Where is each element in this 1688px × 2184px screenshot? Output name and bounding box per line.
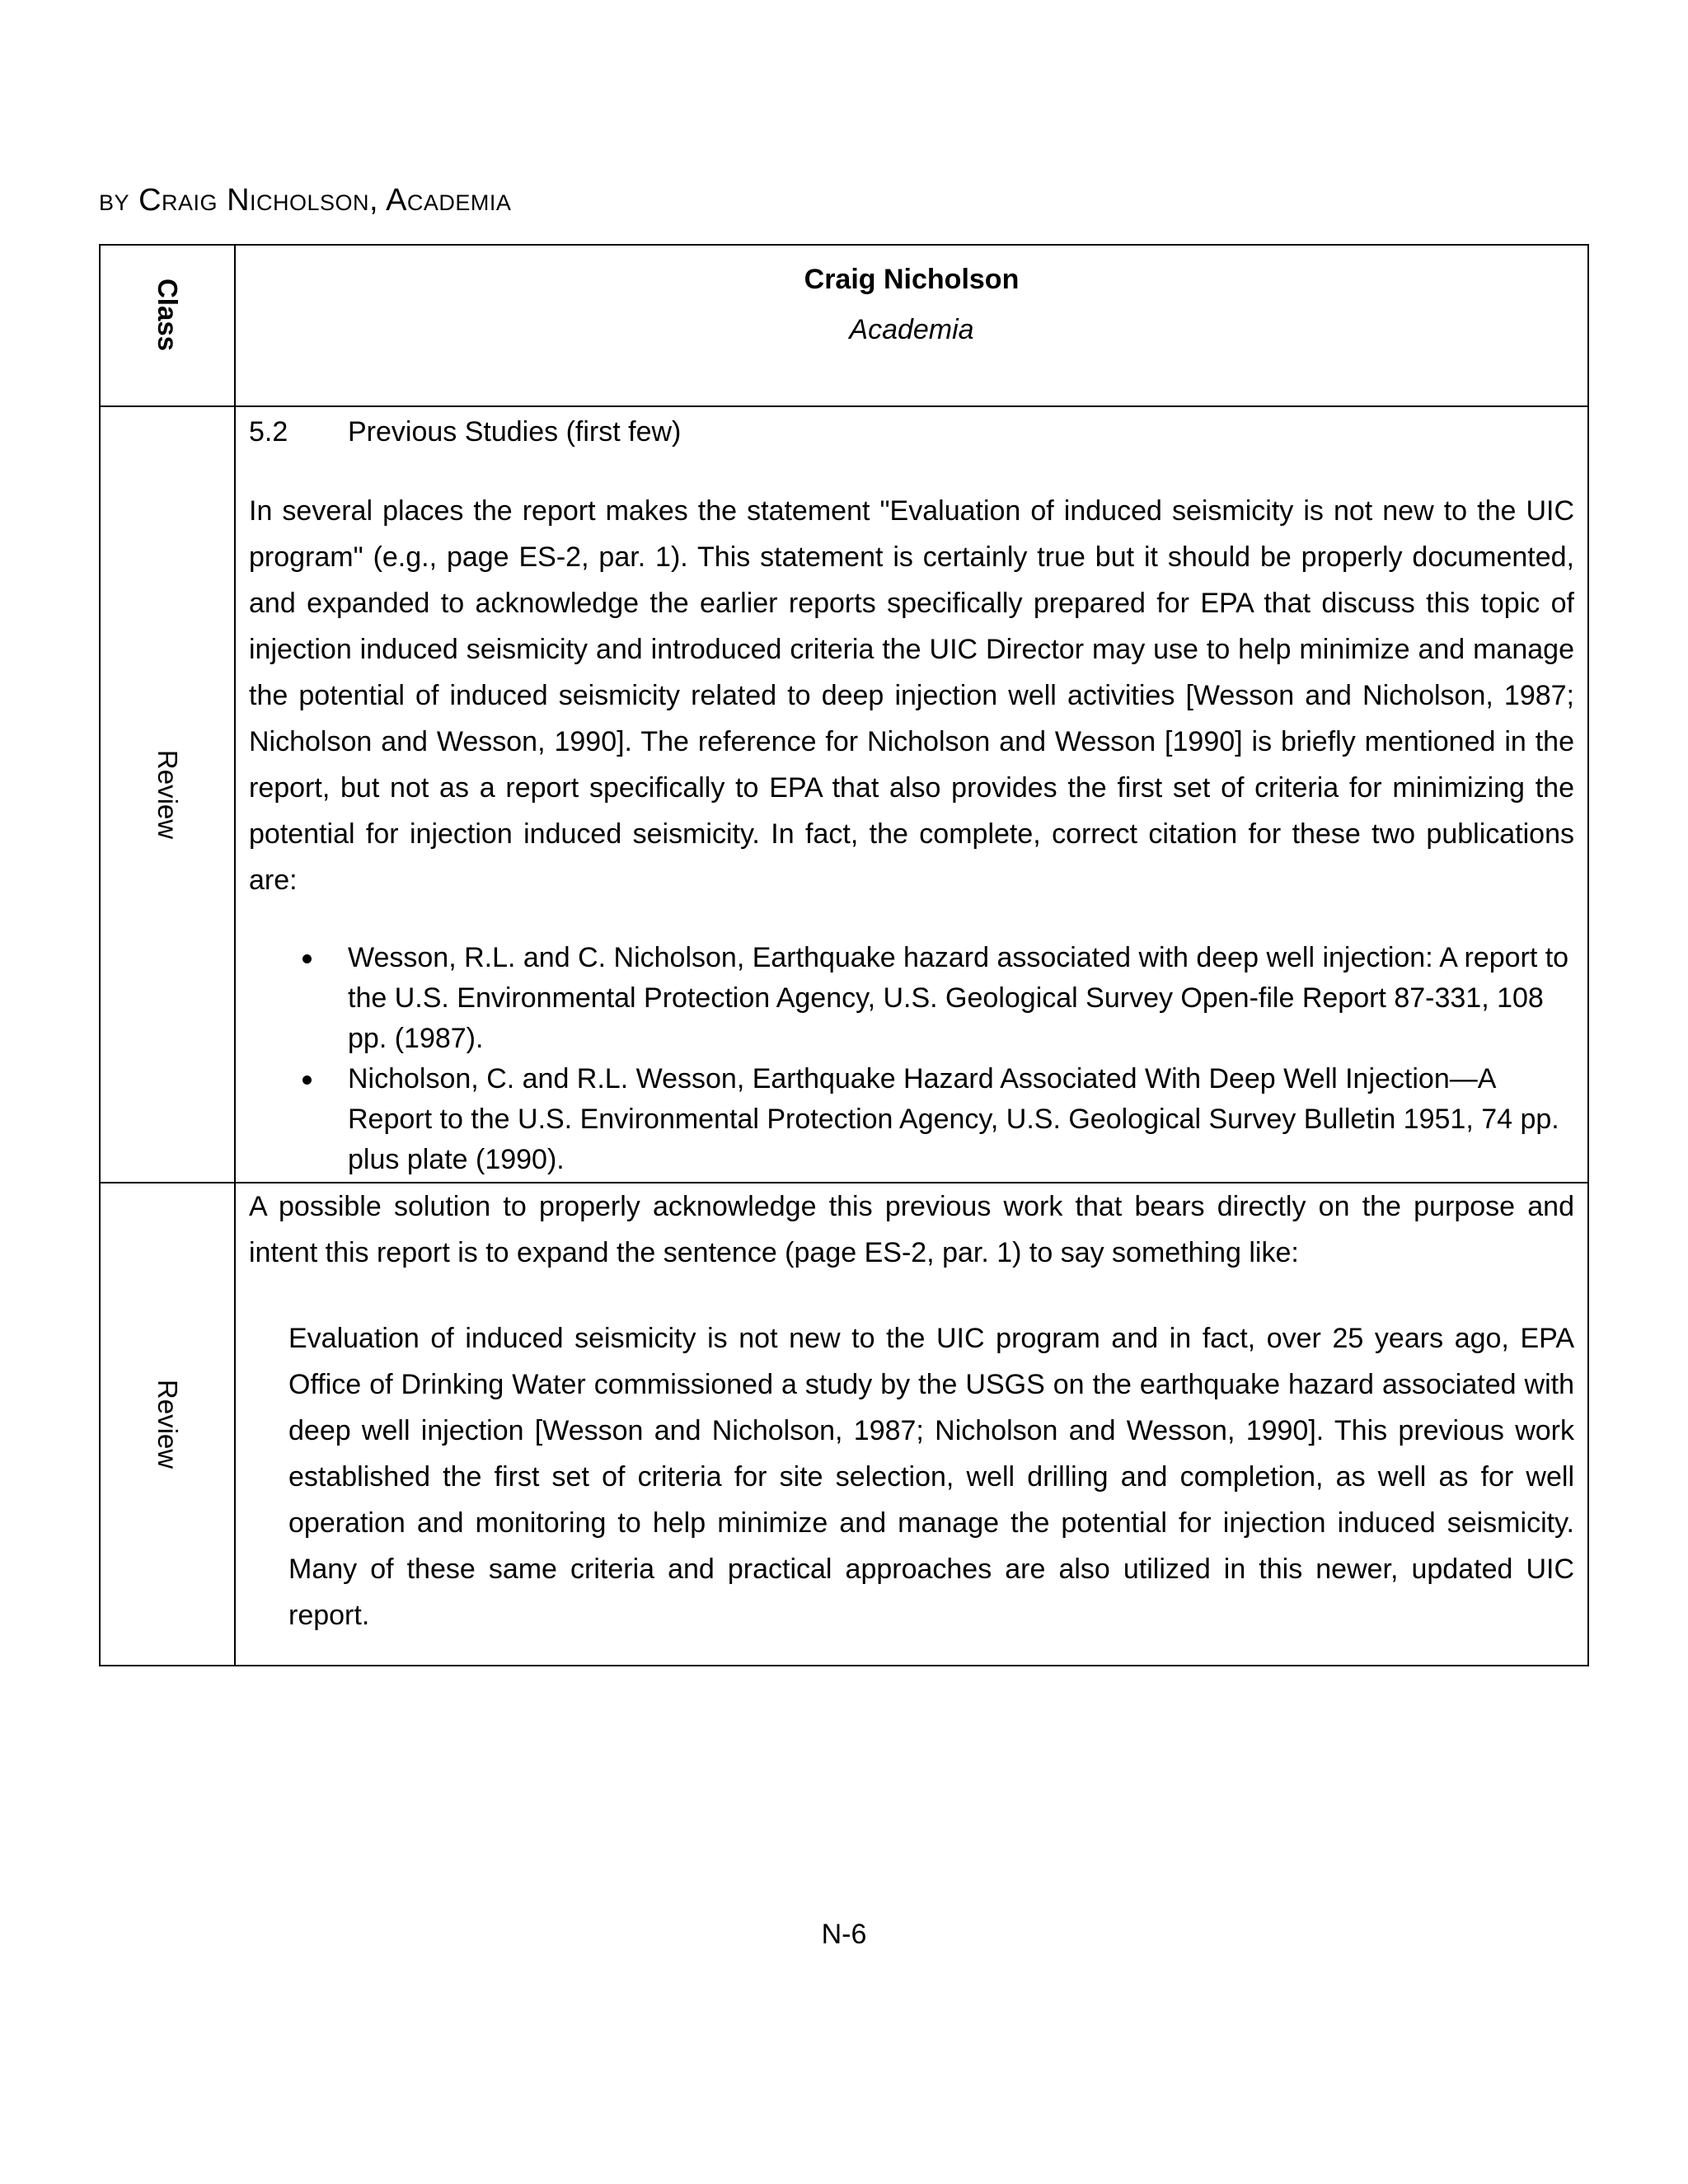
reference-item: Nicholson, C. and R.L. Wesson, Earthquake Hazard Associated With Deep Well Injection—A Report to the U.S. Environmental Protection Agency, U.S. Geological Survey Bulletin 1951, 74 pp. plus plate (1990). <box>348 1059 1574 1180</box>
table-row <box>100 1183 1588 1666</box>
section-number: 5.2 <box>249 416 288 448</box>
class-label: Review <box>152 749 183 840</box>
comment-cell <box>235 1183 1588 1666</box>
page-number: N-6 <box>821 1919 867 1950</box>
reviewer-name: Craig Nicholson <box>804 264 1020 295</box>
table-header-row <box>100 245 1588 406</box>
class-header-cell <box>100 245 235 406</box>
class-cell <box>100 406 235 1183</box>
comment-cell <box>235 406 1588 1183</box>
class-header-label: Class <box>152 278 183 352</box>
table-row <box>100 406 1588 1183</box>
class-cell <box>100 1183 235 1666</box>
comment-paragraph: A possible solution to properly acknowledge this previous work that bears directly on the purpose and intent this report is to expand the sentence (page ES-2, par. 1) to say something like: <box>249 1191 1574 1268</box>
section-heading <box>249 409 1574 455</box>
class-label: Review <box>152 1379 183 1469</box>
review-table <box>99 244 1589 1666</box>
reference-item: Wesson, R.L. and C. Nicholson, Earthquake hazard associated with deep well injection: A report to the U.S. Environmental Protection Agency, U.S. Geological Survey Open-file Report 87-331, 108 pp. (1987). <box>348 938 1574 1059</box>
comment-paragraph: In several places the report makes the statement "Evaluation of induced seismicity is not new to the UIC program" (e.g., page ES-2, par. 1). This statement is certainly true but it should be properly documented, and expanded to acknowledge the earlier reports specifically prepared for EPA that discuss this topic of injection induced seismicity and introduced criteria the UIC Director may use to help minimize and manage the potential of induced seismicity related to deep injection well activities [Wesson and Nicholson, 1987; Nicholson and Wesson, 1990]. The reference for Nicholson and Wesson [1990] is briefly mentioned in the report, but not as a report specifically to EPA that also provides the first set of criteria for minimizing the potential for injection induced seismicity. In fact, the complete, correct citation for these two publications are: <box>249 495 1574 896</box>
section-title: Previous Studies (first few) <box>348 416 682 448</box>
reviewer-affiliation: Academia <box>849 314 974 345</box>
reference-list <box>249 938 1574 1180</box>
suggested-text-quote: Evaluation of induced seismicity is not new to the UIC program and in fact, over 25 years ago, EPA Office of Drinking Water commissioned a study by the USGS on the earthquake hazard associated with deep well injection [Wesson and Nicholson, 1987; Nicholson and Wesson, 1990]. This previous work established the first set of criteria for site selection, well drilling and completion, as well as for well operation and monitoring to help minimize and manage the potential for injection induced seismicity. Many of these same criteria and practical approaches are also utilized in this newer, updated UIC report. <box>288 1323 1574 1631</box>
reviewer-header-cell <box>235 245 1588 406</box>
byline: by Craig Nicholson, Academia <box>99 183 512 218</box>
